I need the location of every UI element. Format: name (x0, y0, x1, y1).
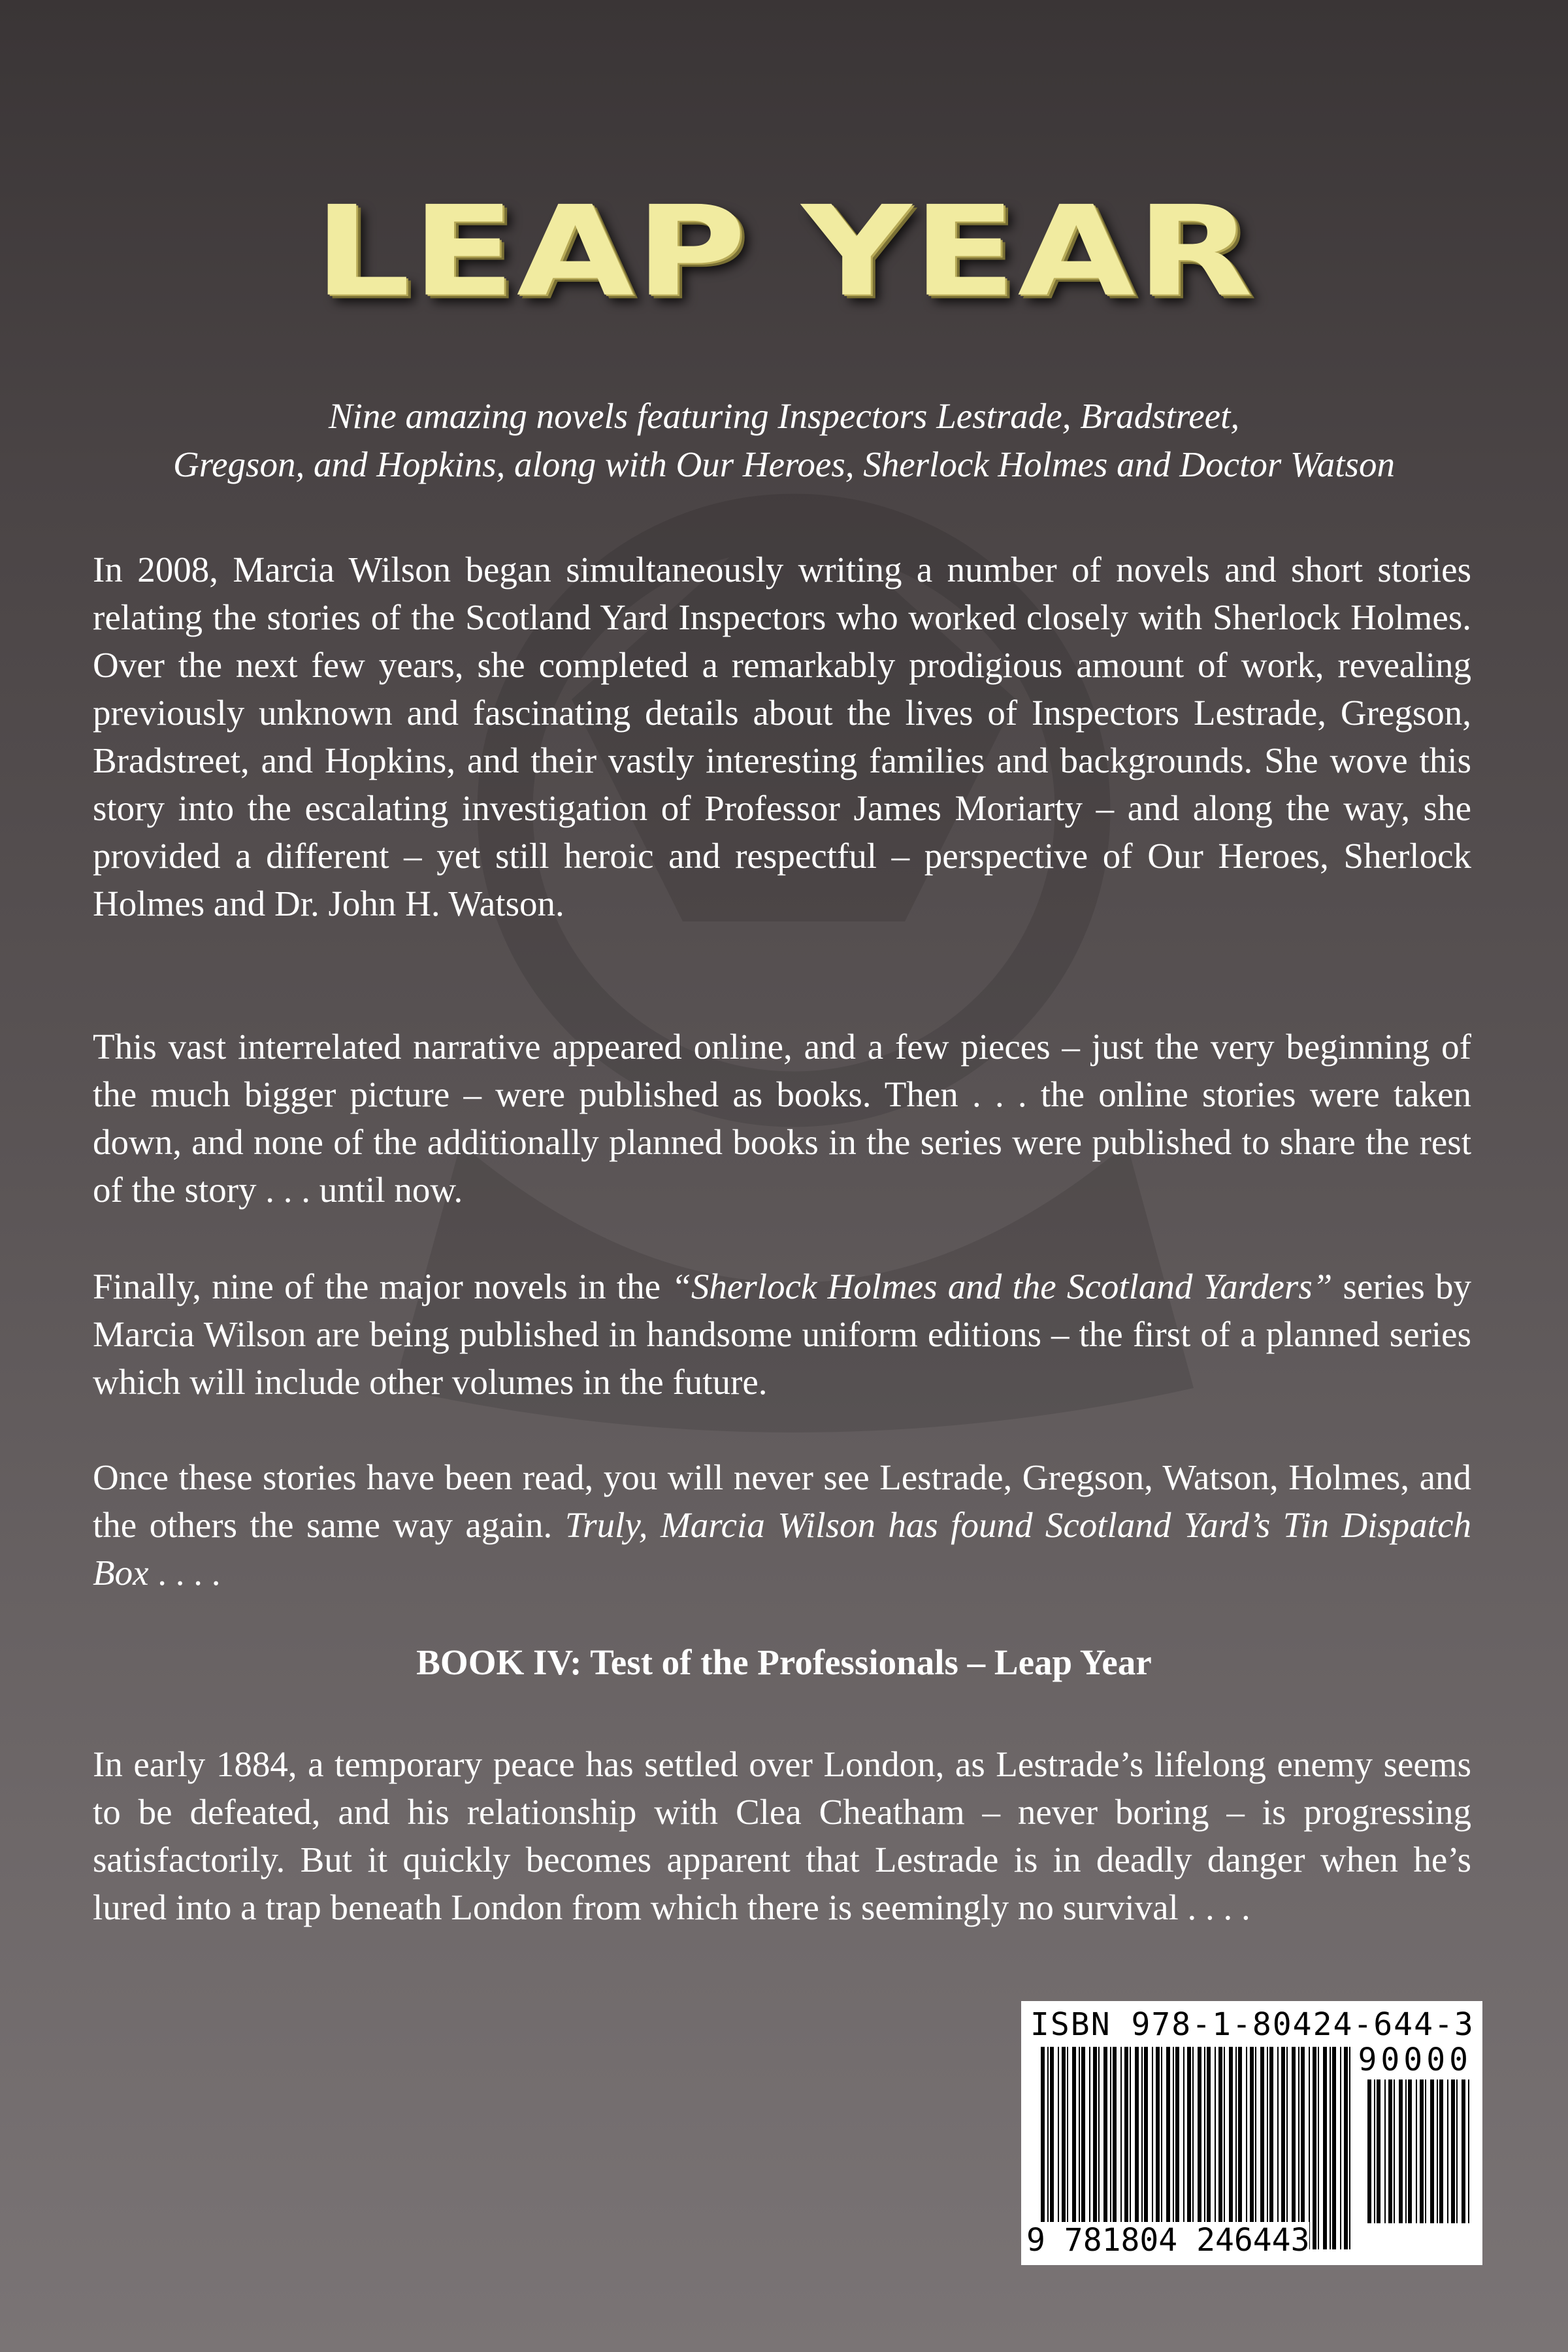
barcode-bar (1332, 2047, 1336, 2249)
barcode-bar (1224, 2047, 1225, 2249)
paragraph-series-publication (93, 1263, 1471, 1406)
barcode-bar (1238, 2047, 1242, 2249)
barcode-bar (1103, 2047, 1107, 2249)
barcode-bar (1156, 2047, 1160, 2249)
barcode-bar (1405, 2079, 1407, 2223)
paragraph-intro: In 2008, Marcia Wilson began simultaneously writing a number of novels and short stories relating the stories of the Scotland Yard Inspectors who worked closely with Sherlock Holmes. Over the next few years, she completed a remarkably prodigious amount of work, revealing previously unknown and fascinating details about the lives of Inspectors Lestrade, Gregson, Bradstreet, and Hopkins, and their vastly interesting families and backgrounds. She wove this story into the escalating investigation of Professor James Moriarty – and along the way, she provided a different – yet still heroic and respectful – perspective of Our Heroes, Sherlock Holmes and Dr. John H. Watson. (93, 550, 1471, 923)
barcode-bar (1058, 2047, 1059, 2249)
p3-end-text: series by Marcia Wilson are being published in handsome uniform editions – the first of a planned series which will include other volumes in the future. (93, 1267, 1471, 1402)
barcode-bar (1309, 2047, 1310, 2249)
barcode-bar (1041, 2047, 1045, 2249)
barcode-bar (1430, 2079, 1434, 2223)
barcode-bar (1399, 2079, 1403, 2223)
barcode-bar (1456, 2079, 1458, 2223)
p3-start-text: Finally, nine of the major novels in the (93, 1267, 672, 1306)
barcode-bar (1250, 2047, 1254, 2249)
barcode-bar (1124, 2047, 1128, 2249)
barcode-bar (1098, 2047, 1100, 2249)
barcode-bar (1067, 2047, 1068, 2249)
barcode-bar (1277, 2047, 1279, 2249)
barcode-bar (1152, 2047, 1153, 2249)
addon-number: 90000 (1358, 2042, 1472, 2078)
barcode-bar (1298, 2047, 1299, 2249)
barcode-bar (1255, 2047, 1256, 2249)
barcode-bar (1468, 2079, 1469, 2223)
barcode-bar (1447, 2079, 1448, 2223)
barcode-bar (1349, 2047, 1350, 2249)
barcode-bar (1318, 2047, 1319, 2249)
barcode-bar (1323, 2047, 1327, 2249)
barcode-bar (1215, 2047, 1216, 2249)
barcode-bar (1260, 2047, 1264, 2249)
barcode-bar (1330, 2047, 1331, 2249)
barcode-bar (1113, 2047, 1117, 2249)
barcode-bar (1451, 2079, 1455, 2223)
barcode-bar (1093, 2047, 1097, 2249)
subtitle-line-1: Nine amazing novels featuring Inspectors Lestrade, Bradstreet, (328, 396, 1240, 436)
paragraph-tin-dispatch-box (93, 1453, 1471, 1597)
barcode-bar (1437, 2079, 1438, 2223)
barcode-bar (1416, 2079, 1417, 2223)
book-heading: BOOK IV: Test of the Professionals – Leap Year (416, 1642, 1152, 1682)
barcode-bar (1207, 2047, 1211, 2249)
barcode-bar (1246, 2047, 1247, 2249)
barcode-bar (1047, 2047, 1049, 2249)
barcode-bar (1120, 2047, 1122, 2249)
book-title: LEAP YEAR (314, 179, 1254, 324)
barcode-bar (1218, 2047, 1222, 2249)
subtitle (78, 392, 1490, 489)
barcode-bar (1141, 2047, 1143, 2249)
barcode-bar (1183, 2047, 1184, 2249)
barcode-bar (1394, 2079, 1395, 2223)
barcode-bar (1192, 2047, 1194, 2249)
barcode-bar (1173, 2047, 1174, 2249)
barcode-bar (1377, 2079, 1380, 2223)
barcode-bar (1235, 2047, 1237, 2249)
series-title: “Sherlock Holmes and the Scotland Yarders” (671, 1267, 1333, 1306)
barcode-bar (1388, 2079, 1392, 2223)
barcode-bar (1110, 2047, 1111, 2249)
subtitle-line-2: Gregson, and Hopkins, along with Our Heroes, Sherlock Holmes and Doctor Watson (173, 444, 1395, 484)
barcode-bar (1340, 2047, 1341, 2249)
barcode-bar (1161, 2047, 1162, 2249)
barcode-bar (1367, 2079, 1371, 2223)
barcode-bar (1420, 2079, 1424, 2223)
barcode-digits: 9 781804 246443 (1026, 2222, 1310, 2259)
barcode-bar (1072, 2047, 1076, 2249)
isbn-label: ISBN 978-1-80424-644-3 (1030, 2006, 1475, 2043)
barcode-bar (1281, 2047, 1285, 2249)
barcode-bar (1269, 2047, 1273, 2249)
barcode-bar (1462, 2079, 1465, 2223)
barcode-bar (1144, 2047, 1148, 2249)
barcode-bar (1267, 2047, 1268, 2249)
barcode-bar (1313, 2047, 1316, 2249)
barcode-bar (1187, 2047, 1191, 2249)
barcode-bar (1175, 2047, 1179, 2249)
barcode-bar (1384, 2079, 1386, 2223)
barcode-bar (1135, 2047, 1139, 2249)
barcode-bar (1081, 2047, 1085, 2249)
barcode-bar (1079, 2047, 1080, 2249)
barcode-bar (1408, 2079, 1412, 2223)
p4-italic-text: Truly, Marcia Wilson has found Scotland Yard’s Tin Dispatch Box (93, 1505, 1471, 1593)
barcode-bar (1166, 2047, 1170, 2249)
p4-end-text: . . . . (148, 1553, 221, 1593)
barcode-bar (1062, 2047, 1066, 2249)
barcode-bar (1130, 2047, 1131, 2249)
paragraph-online-history: This vast interrelated narrative appeared online, and a few pieces – just the very beginning of the much bigger picture – were published as books. Then . . . the online stories were taken down, and none of the additionally planned books in the series were published to share the rest of the story . . . until now. (93, 1027, 1471, 1210)
barcode-bar (1198, 2047, 1201, 2249)
barcode-bar (1292, 2047, 1296, 2249)
barcode-bar (1344, 2047, 1348, 2249)
barcode-bar (1301, 2047, 1305, 2249)
p4-start-text: Once these stories have been read, you will never see Lestrade, Gregson, Watson, Holmes, and the others the same way again. (93, 1457, 1471, 1545)
barcode-bar (1089, 2047, 1090, 2249)
paragraph-synopsis: In early 1884, a temporary peace has settled over London, as Lestrade’s lifelong enemy seems to be defeated, and his relationship with Clea Cheatham – never boring – is progressing satisfactorily. But it quickly becomes apparent that Lestrade is in deadly danger when he’s lured into a trap beneath London from which there is seemingly no survival . . . . (93, 1744, 1471, 1927)
barcode-bar (1439, 2079, 1443, 2223)
barcode-bar (1374, 2079, 1375, 2223)
barcode-bar (1050, 2047, 1054, 2249)
barcode-bar (1425, 2079, 1426, 2223)
barcode-bar (1229, 2047, 1233, 2249)
barcode-bar (1204, 2047, 1205, 2249)
barcode-bar (1286, 2047, 1288, 2249)
isbn-barcode (1021, 2001, 1482, 2265)
